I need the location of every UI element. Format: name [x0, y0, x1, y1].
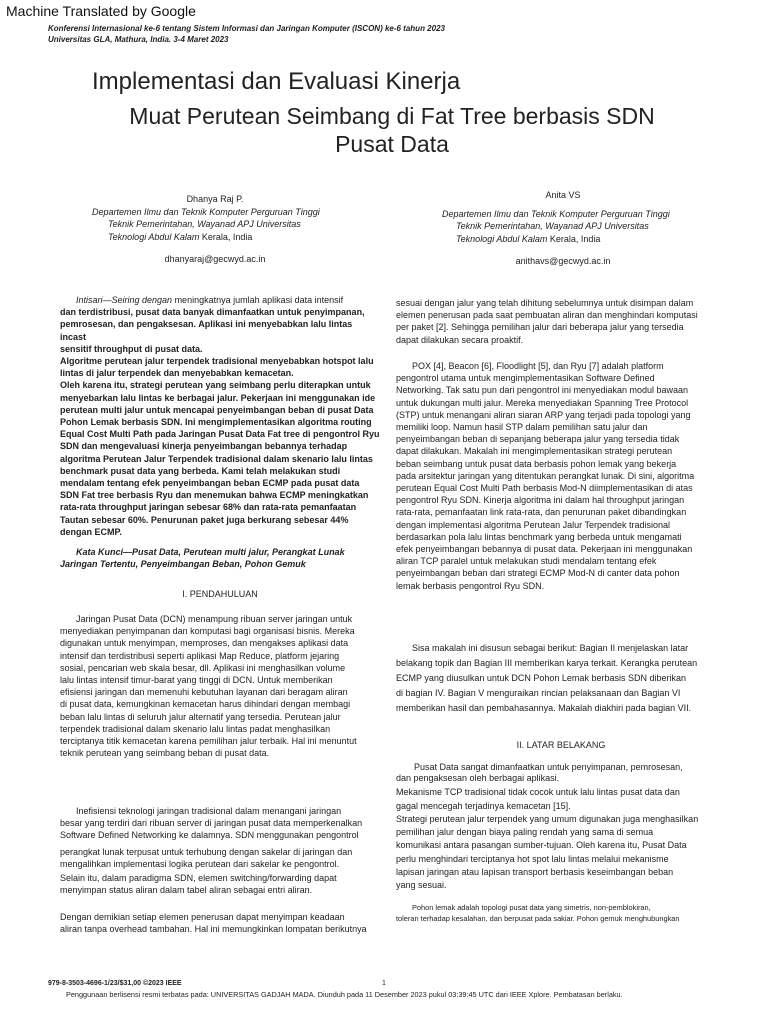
body-paragraph: [396, 813, 726, 892]
body-paragraph: [396, 641, 726, 716]
body-line: untuk dukungan multi jalur. Mereka menyediakan Spanning Tree Protocol: [396, 397, 689, 408]
abstract-line: rata-rata throughput jaringan sebesar 68% dan rata-rata pemanfaatan: [60, 502, 357, 513]
body-line: menyediakan penyimpanan dan komputasi bagi organisasi bisnis. Mereka: [60, 626, 355, 637]
abstract-line: perutean multi jalur untuk mencapai penyeimbangan beban di pusat Data: [60, 404, 374, 415]
body-line: dan pengaksesan oleh berbagai aplikasi.: [396, 773, 560, 783]
body-paragraph: [396, 360, 726, 592]
abstract-line: SDN Fat tree berbasis Ryu dan menemukan bahwa ECMP meningkatkan: [60, 490, 369, 501]
body-line: digunakan untuk menyimpan, memproses, dan mengakses aplikasi data: [60, 638, 349, 649]
body-line: Software Defined Networking ke dalamnya. SDN menggunakan pengontrol: [60, 830, 359, 841]
body-paragraph: [396, 762, 726, 784]
paper-title-line: Muat Perutean Seimbang di Fat Tree berbasis SDN: [129, 103, 655, 129]
body-line: pengontrol Ryu SDN. Kinerja algoritma ini dalam hal throughput jaringan: [396, 495, 685, 506]
author-affiliation: Kerala, India: [547, 233, 601, 244]
keywords: [60, 546, 380, 570]
body-line: lalu lintas intensif timur-barat yang tinggi di DCN. Untuk memberikan: [60, 675, 333, 686]
author-block: [90, 193, 340, 266]
body-line: di bagian IV. Bagian V menguraikan rincian pelaksanaan dan Bagian VI: [396, 688, 681, 698]
section-heading: II. LATAR BELAKANG: [516, 740, 606, 750]
machine-translated-banner: Machine Translated by Google: [6, 3, 196, 19]
body-line: pemilihan jalur dengan biaya paling rendah yang sama di semua: [396, 827, 654, 838]
abstract-line: SDN dan mengevaluasi kinerja penyeimbangan bebannya terhadap: [60, 441, 348, 452]
intro-paragraph: [60, 613, 380, 759]
body-line: dapat dilakukan secara proaktif.: [396, 334, 524, 345]
body-line: efisiensi jaringan dan memenuhi kebutuhan layanan dari beragam aliran: [60, 687, 348, 698]
abstract-line: menyebarkan lalu lintas ke berbagai jalur. Pekerjaan ini menggunakan ide: [60, 392, 376, 403]
conference-line: Universitas GLA, Mathura, India. 3-4 Maret 2023: [48, 35, 229, 44]
body-line: Inefisiensi teknologi jaringan tradisional dalam menangani jaringan: [76, 806, 342, 816]
author-affiliation: Teknologi Abdul Kalam: [108, 231, 200, 242]
license-notice: Penggunaan berlisensi resmi terbatas pada: UNIVERSITAS GADJAH MADA. Diunduh pada 11 Desember 2023 pukul 03:39:45 UTC dari IEEE Xplore. Pembatasan berlaku.: [66, 990, 623, 999]
author-name: Dhanya Raj P.: [186, 194, 244, 204]
body-line: sosial, pencarian web skala besar, dll. Aplikasi ini menghasilkan volume: [60, 662, 346, 673]
body-line: memiliki loop. Namun hasil STP dalam pemilihan satu jalur dan: [396, 422, 648, 433]
body-line: dengan implementasi algoritma Perutean Jalur Terpendek tradisional: [396, 519, 670, 530]
body-line: beban seimbang untuk pusat data berbasis pohon lemak yang bekerja: [396, 458, 677, 469]
body-line: terpendek tradisional dalam skenario lalu lintas padat menghasilkan: [60, 723, 331, 734]
abstract-line: benchmark pusat data yang berbeda. Kami telah melakukan studi: [60, 465, 341, 476]
body-line: per paket [2]. Sehingga pemilihan jalur dari beberapa jalur yang tersedia: [396, 322, 684, 333]
body-line: Pusat Data sangat dimanfaatkan untuk penyimpanan, pemrosesan,: [414, 762, 683, 772]
abstract-line: dengan ECMP.: [60, 526, 122, 537]
abstract-line: Pohon Lemak berbasis SDN. Ini mengimplementasikan algoritma routing: [60, 417, 372, 428]
body-line: terciptanya titik kemacetan karena pemilihan jalur terbaik. Hal ini menuntut: [60, 736, 357, 747]
page-number: 1: [382, 980, 386, 987]
body-line: dapat dilakukan. Makalah ini mengimplementasikan strategi perutean: [396, 446, 673, 457]
author-name: Anita VS: [545, 190, 581, 200]
body-line: sesuai dengan jalur yang telah dihitung sebelumnya untuk disimpan dalam: [396, 298, 694, 308]
intro-paragraph: [60, 911, 380, 935]
abstract-line: pemrosesan, dan pengaksesan. Aplikasi ini menyebabkan lalu lintas incast: [60, 319, 353, 342]
body-paragraph: [396, 297, 726, 346]
body-line: ECMP yang diusulkan untuk DCN Pohon Lemak berbasis SDN diberikan: [396, 673, 686, 683]
body-line: efek penyeimbangan bebannya di pusat data. Pekerjaan ini menggunakan: [396, 544, 693, 555]
body-line: besar yang terdiri dari ribuan server di jaringan pusat data memperkenalkan: [60, 818, 363, 829]
abstract-line: algoritma Perutean Jalur Terpendek tradisional dalam skenario lalu lintas: [60, 453, 373, 464]
author-email[interactable]: anithavs@gecwyd.ac.in: [515, 256, 611, 266]
author-affiliation: Departemen Ilmu dan Teknik Komputer Perguruan Tinggi: [442, 208, 670, 219]
paper-title: [92, 102, 692, 158]
body-paragraph: [396, 785, 726, 813]
author-block: [438, 189, 688, 268]
conference-header: [48, 23, 445, 45]
keywords-line: Kata Kunci—Pusat Data, Perutean multi jalur, Perangkat Lunak: [76, 547, 345, 557]
abstract-line: dan terdistribusi, pusat data banyak dimanfaatkan untuk penyimpanan,: [60, 307, 365, 318]
body-line: Pohon lemak adalah topologi pusat data yang simetris, non-pemblokiran,: [412, 903, 651, 912]
body-line: memberikan hasil dan pembahasannya. Makalah diakhiri pada bagian VII.: [396, 703, 692, 713]
author-affiliation: Teknik Pemerintahan, Wayanad APJ Universitas: [108, 219, 301, 229]
body-line: menyimpan status aliran dalam tabel aliran sebagai entri aliran.: [60, 885, 313, 896]
paper-title-line: Implementasi dan Evaluasi Kinerja: [92, 68, 461, 95]
section-heading: I. PENDAHULUAN: [182, 589, 258, 599]
body-line: Networking. Tak satu pun dari pengontrol ini menyediakan modul bawaan: [396, 385, 689, 396]
abstract-line: Equal Cost Multi Path pada Jaringan Pusat Data Fat tree di pengontrol Ryu: [60, 429, 380, 440]
body-line: teknik perutean yang seimbang beban di pusat data.: [60, 748, 270, 759]
body-line: perlu menghindari terciptanya hot spot lalu lintas melalui mekanisme: [396, 853, 669, 864]
body-line: penyeimbangan beban di sepanjang beberapa jalur yang tersedia tidak: [396, 434, 680, 445]
body-line: Sisa makalah ini disusun sebagai berikut: Bagian II menjelaskan latar: [412, 643, 689, 653]
body-line: beban lalu lintas di seluruh jalur alternatif yang tersedia. Perutean jalur: [60, 711, 341, 722]
conference-line: Konferensi Internasional ke-6 tentang Sistem Informasi dan Jaringan Komputer (ISCON) ke-6 tahun 2023: [48, 24, 445, 33]
body-line: mengalihkan implementasi logika perutean dari sakelar ke pengontrol.: [60, 859, 340, 870]
body-line: belakang topik dan Bagian III memberikan karya terkait. Kerangka perutean: [396, 658, 698, 668]
body-line: lapisan jaringan atau lapisan transport berbasis keseimbangan beban: [396, 866, 674, 877]
body-line: Dengan demikian setiap elemen penerusan dapat menyimpan keadaan: [60, 912, 345, 922]
body-line: pada arsitektur jaringan yang ditentukan perangkat lunak. Di sini, algoritma: [396, 470, 695, 481]
body-line: Strategi perutean jalur terpendek yang umum digunakan juga menghasilkan: [396, 814, 699, 824]
body-line: perangkat lunak terpusat untuk terhubung dengan sakelar di jaringan dan: [60, 847, 353, 857]
abstract-line: meningkatnya jumlah aplikasi data intensif: [172, 295, 344, 305]
body-line: perutean Equal Cost Multi Path berbasis Mod-N diimplementasikan di atas: [396, 483, 693, 494]
body-line: komunikasi antara pasangan sumber-tujuan. Oleh karena itu, Pusat Data: [396, 840, 687, 851]
intro-paragraph: [60, 846, 380, 870]
body-line: toleran terhadap kesalahan, dan berpusat pada sakiar. Pohon gemuk menghubungkan: [396, 914, 680, 923]
body-line: rata-rata, pemanfaatan link rata-rata, dan penurunan paket dibandingkan: [396, 507, 687, 518]
abstract: [60, 294, 380, 538]
author-affiliation: Kerala, India: [199, 231, 253, 242]
intro-paragraph: [60, 872, 380, 896]
body-line: lemak berbasis pengontrol Ryu SDN.: [396, 580, 545, 591]
body-line: elemen penerusan pada saat pembuatan aliran dan menghindari komputasi: [396, 310, 698, 321]
body-line: berdasarkan pola lalu lintas benchmark yang berbeda untuk mengamati: [396, 531, 682, 542]
abstract-line: Algoritme perutean jalur terpendek tradisional menyebabkan hotspot lalu: [60, 356, 374, 367]
body-paragraph: [396, 902, 736, 924]
body-line: di pusat data, kemungkinan kemacetan harus dihindari dengan membagi: [60, 699, 351, 710]
body-line: penyeimbangan beban dari strategi ECMP Mod-N di canter data pohon: [396, 568, 680, 579]
body-line: gagal mencegah terjadinya kemacetan [15].: [396, 801, 571, 811]
body-line: aliran TCP paralel untuk melakukan studi mendalam tentang efek: [396, 556, 657, 567]
body-line: aliran tanpa overhead tambahan. Hal ini memungkinkan lompatan berikutnya: [60, 924, 367, 935]
author-affiliation: Teknik Pemerintahan, Wayanad APJ Universitas: [456, 221, 649, 231]
body-line: (STP) untuk menangani aliran siaran ARP yang terjadi pada topologi yang: [396, 409, 691, 420]
abstract-line: mendalam tentang efek penyeimbangan beban ECMP pada pusat data: [60, 478, 360, 489]
body-line: yang sesuai.: [396, 880, 447, 891]
abstract-line: lintas di jalur terpendek dan menyebabkan kemacetan.: [60, 368, 294, 379]
isbn-copyright: 979-8-3503-4696-1/23/$31,00 ©2023 IEEE: [48, 980, 182, 987]
author-affiliation: Teknologi Abdul Kalam: [456, 233, 548, 244]
author-email[interactable]: dhanyaraj@gecwyd.ac.in: [164, 254, 266, 264]
author-affiliation: Departemen Ilmu dan Teknik Komputer Perguruan Tinggi: [92, 206, 320, 217]
body-line: intensif dan terdistribusi seperti aplikasi Map Reduce, platform jejaring: [60, 650, 340, 661]
abstract-line: Tautan sebesar 60%. Penurunan paket juga berkurang sebesar 44%: [60, 514, 349, 525]
abstract-line: sensitif throughput di pusat data.: [60, 343, 203, 354]
abstract-line: Oleh karena itu, strategi perutean yang seimbang perlu diterapkan untuk: [60, 380, 371, 391]
body-line: Mekanisme TCP tradisional tidak cocok untuk lalu lintas pusat data dan: [396, 787, 680, 797]
body-line: Selain itu, dalam paradigma SDN, elemen switching/forwarding dapat: [60, 873, 337, 883]
intro-paragraph: [60, 805, 380, 842]
keywords-line: Jaringan Tertentu, Penyeimbangan Beban, Pohon Gemuk: [60, 559, 306, 570]
paper-title-line: Pusat Data: [335, 131, 449, 157]
abstract-label: Intisari—Seiring dengan: [76, 295, 173, 305]
body-line: POX [4], Beacon [6], Floodlight [5], dan Ryu [7] adalah platform: [412, 361, 664, 371]
body-line: Jaringan Pusat Data (DCN) menampung ribuan server jaringan untuk: [76, 614, 353, 624]
body-line: pengontrol utama untuk mengimplementasikan Software Defined: [396, 373, 655, 384]
